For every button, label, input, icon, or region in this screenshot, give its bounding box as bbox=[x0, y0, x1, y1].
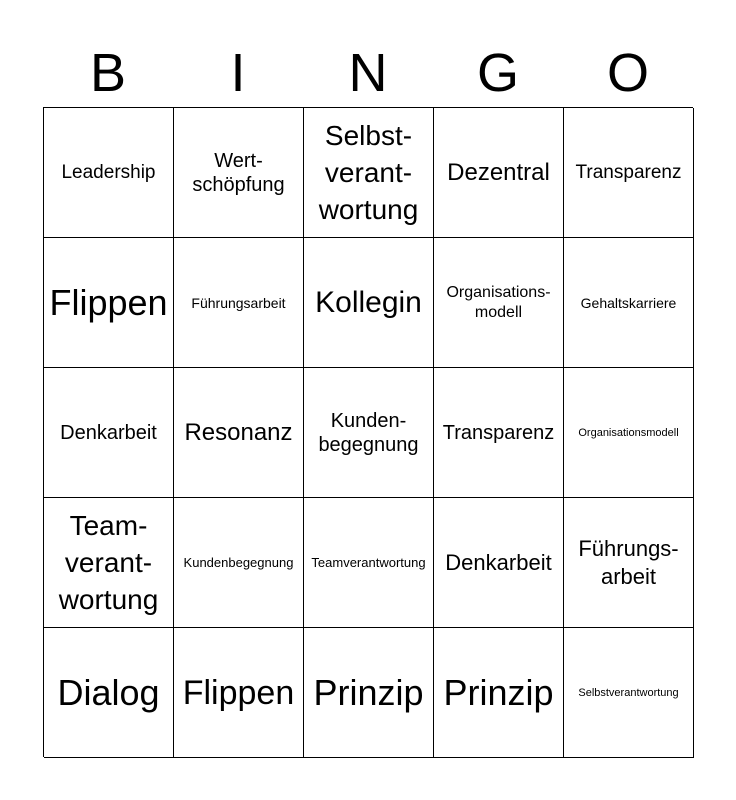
cell-text: Kollegin bbox=[315, 285, 422, 319]
cell-text: Leadership bbox=[61, 162, 156, 183]
bingo-cell-r5-c3[interactable] bbox=[304, 628, 434, 758]
cell-text: Selbst- verant- wortung bbox=[318, 120, 419, 225]
bingo-header bbox=[43, 38, 693, 108]
cell-text: Dialog bbox=[57, 671, 160, 713]
cell-text: Selbstverantwortung bbox=[578, 686, 679, 699]
cell-text: Kunden- begegnung bbox=[318, 409, 419, 456]
bingo-cell-r4-c2[interactable] bbox=[174, 498, 304, 628]
bingo-cell-r2-c2[interactable] bbox=[174, 238, 304, 368]
bingo-grid bbox=[43, 107, 693, 757]
cell-text: Denkarbeit bbox=[60, 421, 157, 444]
bingo-cell-r1-c2[interactable] bbox=[174, 108, 304, 238]
bingo-cell-r2-c1[interactable] bbox=[44, 238, 174, 368]
bingo-cell-r4-c5[interactable] bbox=[564, 498, 694, 628]
cell-text: Dezentral bbox=[447, 158, 550, 186]
cell-text: Führungsarbeit bbox=[191, 294, 286, 311]
cell-text: Führungs- arbeit bbox=[578, 535, 679, 589]
header-letter-i: I bbox=[230, 43, 246, 103]
cell-text: Wert- schöpfung bbox=[192, 149, 285, 196]
header-letter-b: B bbox=[89, 43, 127, 103]
cell-text: Gehaltskarriere bbox=[580, 294, 677, 311]
bingo-cell-r3-c1[interactable] bbox=[44, 368, 174, 498]
cell-text: Resonanz bbox=[184, 418, 293, 446]
bingo-cell-r5-c1[interactable] bbox=[44, 628, 174, 758]
bingo-cell-r2-c3[interactable] bbox=[304, 238, 434, 368]
bingo-cell-r4-c4[interactable] bbox=[434, 498, 564, 628]
bingo-cell-r1-c3[interactable] bbox=[304, 108, 434, 238]
bingo-cell-r1-c1[interactable] bbox=[44, 108, 174, 238]
cell-text: Prinzip bbox=[443, 671, 554, 713]
cell-text: Flippen bbox=[182, 673, 295, 712]
bingo-cell-r4-c3[interactable] bbox=[304, 498, 434, 628]
cell-text: Team- verant- wortung bbox=[58, 510, 159, 615]
cell-text: Organisations- modell bbox=[446, 283, 551, 321]
cell-text: Kundenbegegnung bbox=[183, 554, 294, 570]
bingo-cell-r5-c5[interactable] bbox=[564, 628, 694, 758]
bingo-cell-r2-c5[interactable] bbox=[564, 238, 694, 368]
bingo-cell-r1-c5[interactable] bbox=[564, 108, 694, 238]
header-letter-g: G bbox=[476, 43, 519, 103]
bingo-cell-r2-c4[interactable] bbox=[434, 238, 564, 368]
bingo-cell-r3-c5[interactable] bbox=[564, 368, 694, 498]
bingo-cell-r3-c4[interactable] bbox=[434, 368, 564, 498]
bingo-cell-r5-c4[interactable] bbox=[434, 628, 564, 758]
bingo-cell-r4-c1[interactable] bbox=[44, 498, 174, 628]
header-letter-o: O bbox=[606, 43, 649, 103]
cell-text: Transparenz bbox=[442, 421, 555, 444]
bingo-cell-r5-c2[interactable] bbox=[174, 628, 304, 758]
cell-text: Denkarbeit bbox=[445, 549, 552, 575]
bingo-cell-r1-c4[interactable] bbox=[434, 108, 564, 238]
cell-text: Prinzip bbox=[313, 671, 424, 713]
header-letter-n: N bbox=[348, 43, 388, 103]
cell-text: Organisationsmodell bbox=[578, 426, 679, 439]
bingo-cell-r3-c3[interactable] bbox=[304, 368, 434, 498]
bingo-cell-r3-c2[interactable] bbox=[174, 368, 304, 498]
cell-text: Teamverantwortung bbox=[311, 554, 426, 570]
cell-text: Flippen bbox=[49, 281, 168, 323]
cell-text: Transparenz bbox=[575, 162, 682, 183]
